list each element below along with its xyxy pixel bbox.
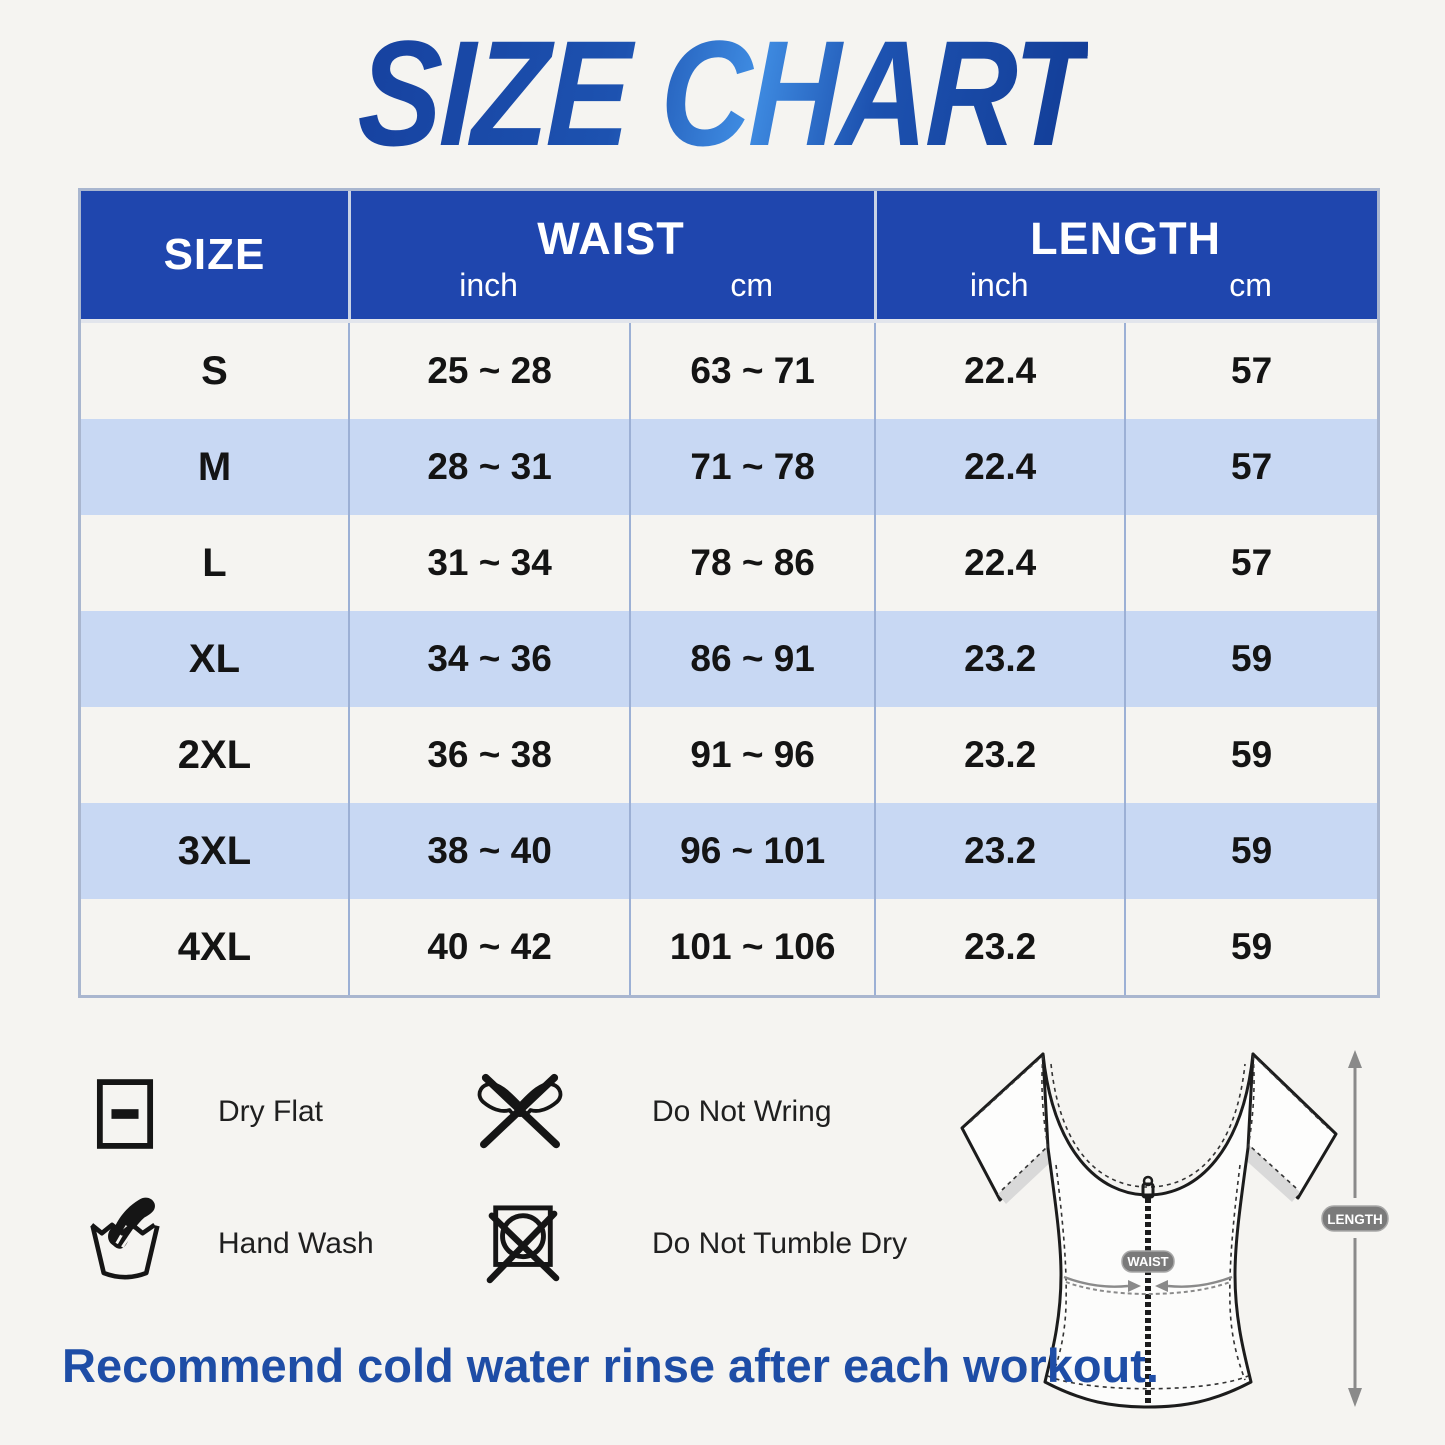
hand-wash-icon	[88, 1188, 162, 1284]
do-not-wring-icon	[470, 1072, 570, 1152]
length-inch-cell: 23.2	[874, 707, 1124, 803]
waist-inch-cell: 28 ~ 31	[348, 419, 629, 515]
waist-inch-cell: 31 ~ 34	[348, 515, 629, 611]
size-cell: 4XL	[177, 924, 252, 969]
length-inch-cell: 23.2	[874, 611, 1124, 707]
length-cm-cell: 59	[1124, 611, 1377, 707]
header-divider	[348, 191, 351, 319]
length-cm-cell: 59	[1124, 803, 1377, 899]
waist-inch-cell: 38 ~ 40	[348, 803, 629, 899]
length-inch-cell: 23.2	[874, 803, 1124, 899]
length-inch-cell: 22.4	[874, 515, 1124, 611]
length-cm-cell: 59	[1124, 707, 1377, 803]
column-header-waist: WAIST	[537, 213, 685, 264]
header-divider	[874, 191, 877, 319]
table-body	[81, 323, 1377, 995]
size-cell: L	[202, 540, 227, 585]
length-measure	[1322, 1050, 1388, 1407]
length-inch-cell: 23.2	[874, 899, 1124, 995]
waist-inch-cell: 34 ~ 36	[348, 611, 629, 707]
table-header	[81, 191, 1377, 323]
length-badge-label: LENGTH	[1327, 1212, 1383, 1227]
size-table	[78, 188, 1380, 998]
care-label-hand-wash: Hand Wash	[218, 1227, 374, 1260]
waist-cm-cell: 86 ~ 91	[629, 611, 874, 707]
footer-note: Recommend cold water rinse after each workout.	[62, 1339, 1159, 1392]
do-not-tumble-dry-icon	[484, 1200, 562, 1286]
size-cell: 2XL	[177, 732, 252, 777]
waist-inch-cell: 40 ~ 42	[348, 899, 629, 995]
size-cell: M	[197, 444, 232, 489]
waist-cm-cell: 101 ~ 106	[629, 899, 874, 995]
care-label-dry-flat: Dry Flat	[218, 1095, 323, 1128]
table-row	[81, 323, 1377, 419]
table-row	[81, 515, 1377, 611]
size-cell: XL	[188, 636, 241, 681]
title-container	[0, 9, 1445, 177]
waist-badge-label: WAIST	[1127, 1254, 1169, 1269]
length-cm-cell: 57	[1124, 419, 1377, 515]
column-header-size: SIZE	[163, 230, 266, 279]
waist-cm-cell: 71 ~ 78	[629, 419, 874, 515]
length-cm-cell: 59	[1124, 899, 1377, 995]
size-cell: S	[201, 348, 228, 393]
page-title: SIZE CHART	[355, 9, 1090, 177]
table-row	[81, 803, 1377, 899]
care-label-do-not-tumble-dry: Do Not Tumble Dry	[652, 1227, 908, 1260]
size-cell: 3XL	[177, 828, 252, 873]
table-row	[81, 899, 1377, 995]
length-inch-cell: 22.4	[874, 419, 1124, 515]
unit-label-length-cm: cm	[1229, 267, 1272, 303]
sleeves	[962, 1054, 1336, 1204]
length-cm-cell: 57	[1124, 515, 1377, 611]
care-label-do-not-wring: Do Not Wring	[652, 1095, 832, 1128]
column-header-length: LENGTH	[1030, 213, 1222, 264]
waist-cm-cell: 96 ~ 101	[629, 803, 874, 899]
waist-inch-cell: 36 ~ 38	[348, 707, 629, 803]
unit-label-length-inch: inch	[969, 267, 1029, 303]
waist-cm-cell: 78 ~ 86	[629, 515, 874, 611]
table-row	[81, 419, 1377, 515]
waist-inch-cell: 25 ~ 28	[348, 323, 629, 419]
unit-label-waist-inch: inch	[459, 267, 518, 303]
table-row	[81, 707, 1377, 803]
table-row	[81, 611, 1377, 707]
length-inch-cell: 22.4	[874, 323, 1124, 419]
unit-label-waist-cm: cm	[730, 267, 773, 303]
waist-cm-cell: 91 ~ 96	[629, 707, 874, 803]
dry-flat-icon	[96, 1078, 154, 1150]
length-cm-cell: 57	[1124, 323, 1377, 419]
waist-cm-cell: 63 ~ 71	[629, 323, 874, 419]
